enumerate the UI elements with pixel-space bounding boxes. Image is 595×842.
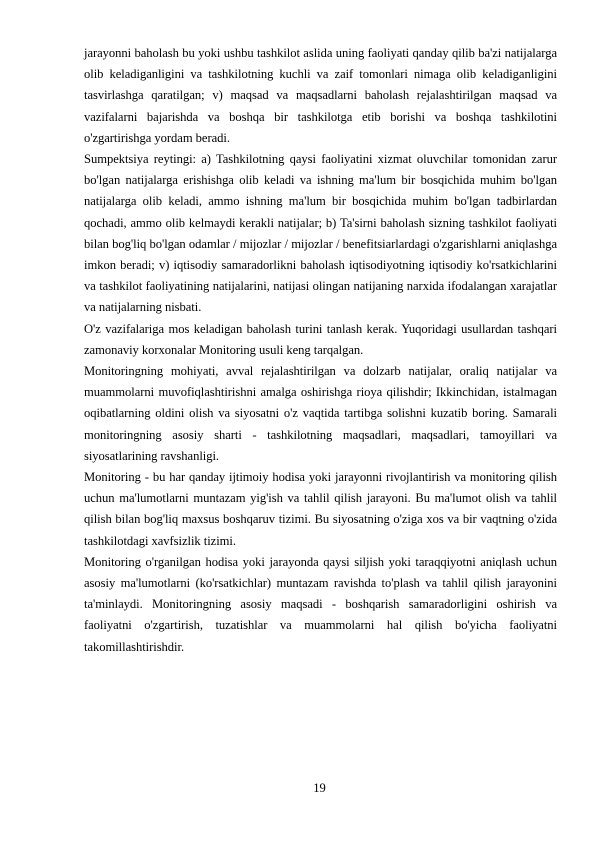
paragraph-5: Monitoring - bu har qanday ijtimoiy hodisa yoki jarayonni rivojlantirish va monitoring qilish uchun ma'lumotlarni muntazam yig'ish va tahlil qilish jarayoni. Bu ma'lumot olish va tahlil qilish bilan bog'liq maxsus boshqaruv tizimi. Bu siyosatning o'ziga xos va bir vaqtning o'zida tashkilotdagi xavfsizlik tizimi. (84, 470, 557, 548)
paragraph-2: Sumpektsiya reytingi: a) Tashkilotning qaysi faoliyatini xizmat oluvchilar tomonidan zarur bo'lgan natijalarga erishishga olib keladi va ishning ma'lum bir bosqichida muhim bo'lgan natijalarga olib keladi, ammo ishning ma'lum bir bosqichida muhim bo'lgan tadbirlardan qochadi, ammo olib kelmaydi kerakli natijalar; b) Ta'sirni baholash sizning tashkilot faoliyati bilan bog'liq bo'lgan odamlar / mijozlar / mijozlar / benefitsiarlardagi o'zgarishlarni aniqlashga imkon beradi; v) iqtisodiy samaradorlikni baholash iqtisodiyotning iqtisodiy ko'rsatkichlarini va tashkilot faoliyatining natijalarini, natijasi olingan natijaning narxida ifodalangan xarajatlar va natijalarning nisbati. (84, 152, 557, 315)
paragraph-6: Monitoring o'rganilgan hodisa yoki jarayonda qaysi siljish yoki taraqqiyotni aniqlash uchun asosiy ma'lumotlarni (ko'rsatkichlar) muntazam ravishda to'plash va tahlil qilish jarayonini ta'minlaydi. Monitoringning asosiy maqsadi - boshqarish samaradorligini oshirish va faoliyatni o'zgartirish, tuzatishlar va muammolarni hal qilish bo'yicha faoliyatni takomillashtirishdir. (84, 554, 557, 654)
document-body (84, 43, 557, 658)
paragraph-3: O'z vazifalariga mos keladigan baholash turini tanlash kerak. Yuqoridagi usullardan tashqari zamonaviy korxonalar Monitoring usuli keng tarqalgan. (84, 321, 557, 357)
paragraph-1: jarayonni baholash bu yoki ushbu tashkilot aslida uning faoliyati qanday qilib ba'zi natijalarga olib keladiganligini va tashkilotning kuchli va zaif tomonlari nimaga olib keladiganligini tasvirlashga qaratilgan; v) maqsad va maqsadlarni baholash rejalashtirilgan maqsad va vazifalarni bajarishda va boshqa bir tashkilotga etib borishi va boshqa tashkilotini o'zgartirishga yordam beradi. (84, 46, 557, 145)
paragraph-4: Monitoringning mohiyati, avval rejalashtirilgan va dolzarb natijalar, oraliq natijalar va muammolarni muvofiqlashtirishni amalga oshirishga rioya qilishdir; Ikkinchidan, istalmagan oqibatlarning oldini olish va siyosatni o'z vaqtida tartibga solishni kuzatib boring. Samarali monitoringning asosiy sharti - tashkilotning maqsadlari, maqsadlari, tamoyillari va siyosatlarining ravshanligi. (84, 364, 557, 463)
page-number: 19 (313, 781, 326, 795)
